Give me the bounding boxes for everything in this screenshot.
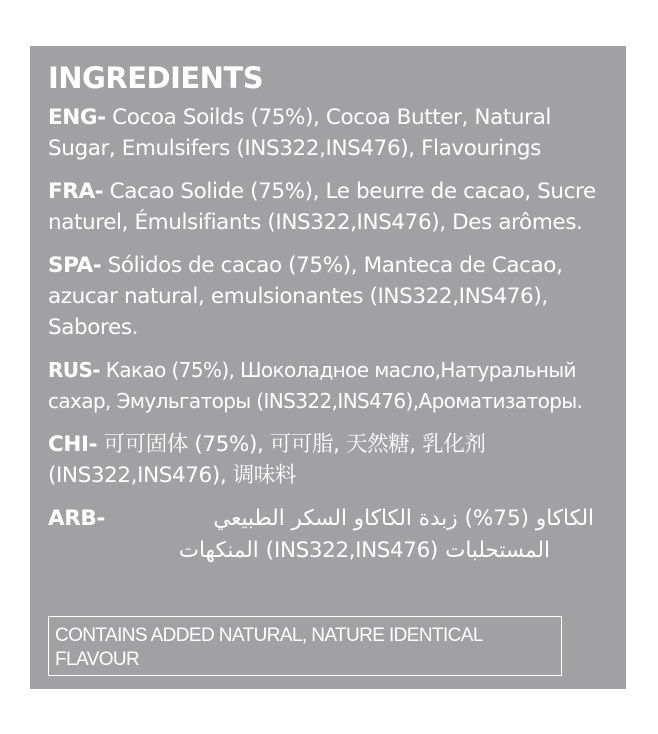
ingredient-text-arb-line1: الكاكاو (75%) زبدة الكاكاو السكر الطبيعي	[213, 506, 594, 531]
ingredient-entry-rus	[48, 355, 610, 417]
ingredient-entry-fra	[48, 176, 610, 238]
language-code-spa: SPA-	[48, 253, 102, 278]
language-code-chi: CHI-	[48, 432, 98, 457]
ingredient-text-fra: Cacao Solide (75%), Le beurre de cacao, Sucre naturel, Émulsifiants (INS322,INS476), Des arômes.	[48, 179, 596, 235]
ingredient-text-rus: Какао (75%), Шоколадное масло,Натуральный сахар, Эмульгаторы (INS322,INS476),Ароматизаторы.	[48, 358, 583, 413]
ingredient-text-spa: Sólidos de cacao (75%), Manteca de Cacao, azucar natural, emulsionantes (INS322,INS476), Sabores.	[48, 253, 563, 340]
ingredient-entry-arb	[48, 503, 610, 575]
ingredients-title: INGREDIENTS	[48, 61, 264, 95]
ingredient-text-chi: 可可固体 (75%), 可可脂, 天然糖, 乳化剂 (INS322,INS476), 调味料	[48, 432, 486, 488]
ingredient-entry-eng	[48, 102, 610, 164]
language-code-fra: FRA-	[48, 179, 104, 204]
language-code-eng: ENG-	[48, 105, 106, 130]
ingredient-text-arb-line2: المستحلبات (INS322,INS476) المنكهات	[178, 538, 550, 563]
ingredient-text-eng: Cocoa Soilds (75%), Cocoa Butter, Natural Sugar, Emulsifers (INS322,INS476), Flavourings	[48, 105, 551, 161]
language-code-arb: ARB-	[48, 506, 105, 531]
ingredient-entry-chi	[48, 429, 610, 491]
flavour-notice-box: CONTAINS ADDED NATURAL, NATURE IDENTICAL FLAVOUR	[48, 616, 562, 676]
language-code-rus: RUS-	[48, 358, 100, 382]
ingredients-panel	[30, 46, 626, 689]
ingredient-entry-spa	[48, 250, 610, 343]
